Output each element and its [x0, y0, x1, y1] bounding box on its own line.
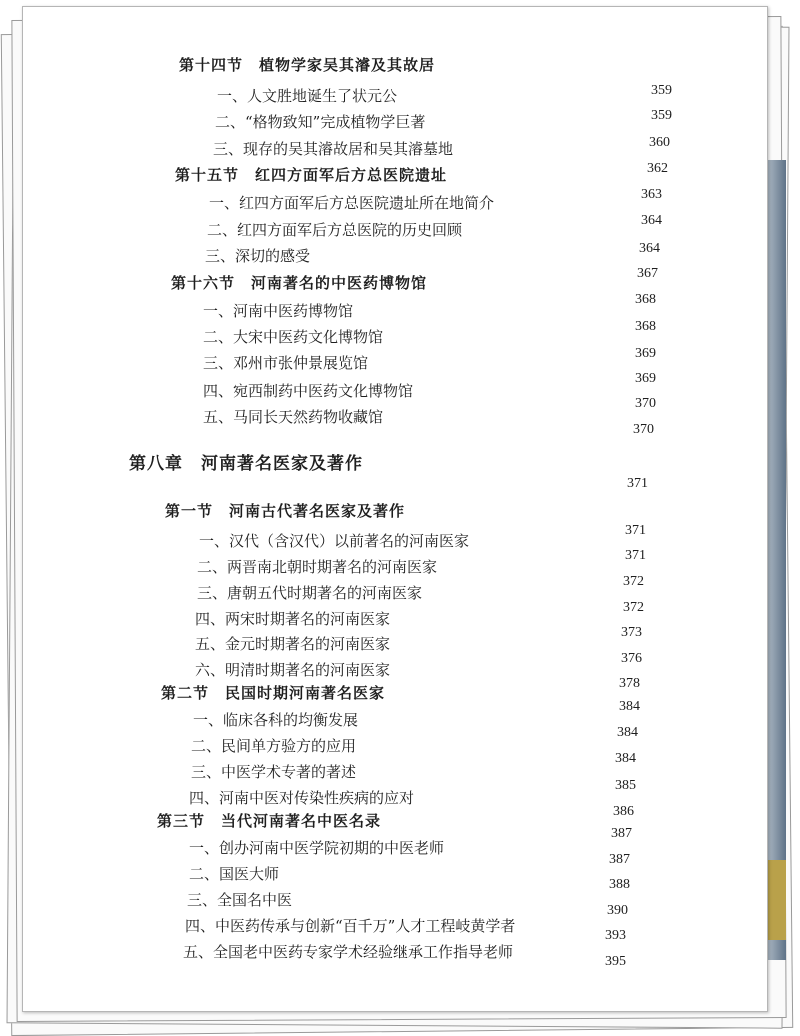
toc-entry-page: 378 — [619, 676, 640, 691]
toc-entry-page: 387 — [611, 826, 632, 841]
toc-entry-title: 三、现存的吴其濬故居和吴其濬墓地 — [213, 140, 454, 158]
toc-entry-title: 第三节 当代河南著名中医名录 — [157, 812, 382, 830]
toc-entry-title: 四、两宋时期著名的河南医家 — [195, 610, 391, 628]
toc-entry-page: 370 — [633, 422, 654, 437]
toc-entry-page: 371 — [627, 476, 648, 491]
toc-entry-title: 二、“格物致知”完成植物学巨著 — [215, 113, 426, 131]
toc-entry-title: 二、国医大师 — [189, 865, 280, 883]
toc-entry-page: 386 — [613, 804, 634, 819]
toc-entry-title: 第十四节 植物学家吴其濬及其故居 — [179, 56, 436, 74]
toc-entry-title: 五、马同长天然药物收藏馆 — [203, 408, 384, 426]
toc-entry-title: 一、红四方面军后方总医院遗址所在地简介 — [209, 194, 495, 212]
toc-entry-title: 一、河南中医药博物馆 — [203, 302, 354, 320]
toc-entry-page: 372 — [623, 574, 644, 589]
toc-entry-title: 三、邓州市张仲景展览馆 — [203, 354, 369, 372]
toc-entry-title: 一、人文胜地诞生了状元公 — [217, 87, 398, 105]
toc-entry-page: 359 — [651, 108, 672, 123]
toc-entry-page: 373 — [621, 625, 642, 640]
toc-entry-page: 393 — [605, 928, 626, 943]
toc-entry-page: 362 — [647, 161, 668, 176]
toc-entry-page: 369 — [635, 346, 656, 361]
toc-entry-title: 三、深切的感受 — [205, 247, 311, 265]
toc-entry-page: 385 — [615, 778, 636, 793]
toc-entry-title: 一、临床各科的均衡发展 — [193, 711, 359, 729]
toc-entry-title: 四、宛西制药中医药文化博物馆 — [203, 382, 414, 400]
toc-entry-page: 368 — [635, 319, 656, 334]
table-of-contents — [23, 7, 767, 1011]
toc-entry-title: 五、全国老中医药专家学术经验继承工作指导老师 — [183, 943, 514, 961]
toc-entry-page: 371 — [625, 548, 646, 563]
toc-entry-page: 384 — [619, 699, 640, 714]
toc-entry-title: 第二节 民国时期河南著名医家 — [161, 684, 386, 702]
toc-page — [22, 6, 768, 1012]
toc-entry-page: 376 — [621, 651, 642, 666]
toc-entry-title: 二、民间单方验方的应用 — [191, 737, 357, 755]
toc-entry-page: 372 — [623, 600, 644, 615]
toc-entry-page: 395 — [605, 954, 626, 969]
toc-entry-page: 390 — [607, 903, 628, 918]
toc-entry-title: 二、大宋中医药文化博物馆 — [203, 328, 384, 346]
toc-entry-page: 359 — [651, 83, 672, 98]
toc-entry-title: 第十五节 红四方面军后方总医院遗址 — [175, 166, 448, 184]
toc-entry-title: 二、红四方面军后方总医院的历史回顾 — [207, 221, 463, 239]
toc-entry-title: 四、中医药传承与创新“百千万”人才工程岐黄学者 — [185, 917, 516, 935]
toc-entry-page: 360 — [649, 135, 670, 150]
toc-entry-page: 370 — [635, 396, 656, 411]
toc-entry-title: 三、唐朝五代时期著名的河南医家 — [197, 584, 423, 602]
toc-entry-title: 一、创办河南中医学院初期的中医老师 — [189, 839, 445, 857]
toc-entry-title: 第十六节 河南著名的中医药博物馆 — [171, 274, 428, 292]
toc-entry-page: 369 — [635, 371, 656, 386]
toc-entry-page: 384 — [615, 751, 636, 766]
toc-entry-title: 二、两晋南北朝时期著名的河南医家 — [197, 558, 438, 576]
toc-entry-page: 387 — [609, 852, 630, 867]
toc-entry-page: 388 — [609, 877, 630, 892]
toc-entry-title: 四、河南中医对传染性疾病的应对 — [189, 789, 415, 807]
toc-entry-title: 五、金元时期著名的河南医家 — [195, 635, 391, 653]
toc-entry-title: 六、明清时期著名的河南医家 — [195, 661, 391, 679]
toc-entry-page: 364 — [639, 241, 660, 256]
toc-entry-page: 367 — [637, 266, 658, 281]
toc-entry-page: 371 — [625, 523, 646, 538]
toc-entry-page: 384 — [617, 725, 638, 740]
toc-entry-title: 第一节 河南古代著名医家及著作 — [165, 502, 406, 520]
toc-entry-title: 一、汉代（含汉代）以前著名的河南医家 — [199, 532, 470, 550]
chapter-title: 第八章 河南著名医家及著作 — [129, 454, 363, 474]
toc-entry-title: 三、中医学术专著的著述 — [191, 763, 357, 781]
toc-entry-title: 三、全国名中医 — [187, 891, 293, 909]
toc-entry-page: 368 — [635, 292, 656, 307]
toc-entry-page: 363 — [641, 187, 662, 202]
toc-entry-page: 364 — [641, 213, 662, 228]
